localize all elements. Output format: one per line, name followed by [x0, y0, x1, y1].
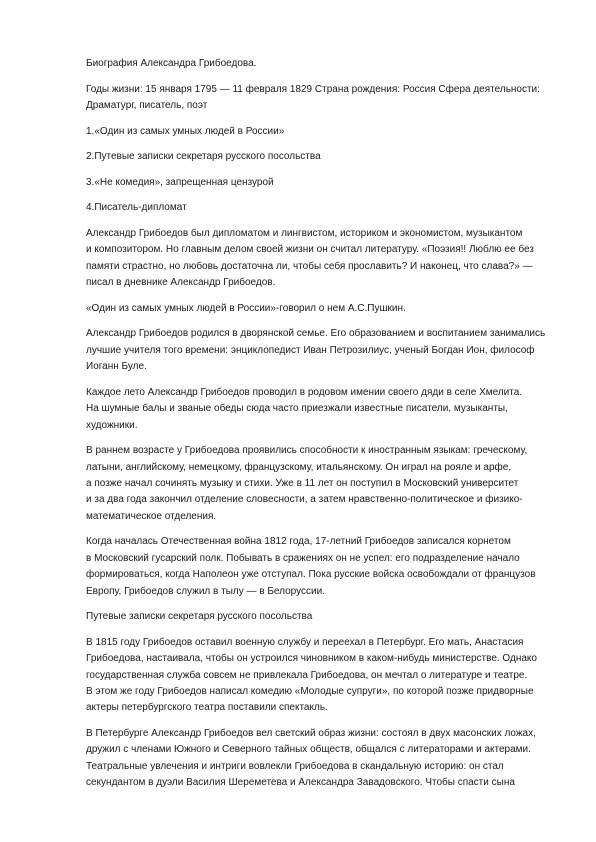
text-line: писал в дневнике Александр Грибоедов. [86, 277, 276, 289]
text-line: «Один из самых умных людей в России»-говорил о нем А.С.Пушкин. [86, 302, 406, 314]
text-line: секундантом в дуэли Василия Шереметева и Александра Завадовского. Чтобы спасти сына [86, 777, 515, 789]
text-line: формироваться, когда Наполеон уже отступал. Пока русские войска освобождали от французов [86, 569, 536, 581]
text-line: и композитором. Но главным делом своей жизни он считал литературу. «Поэзия!! Люблю ее без [86, 244, 534, 256]
document-body [86, 56, 544, 801]
body-paragraph [86, 385, 544, 434]
toc-item [86, 124, 544, 140]
body-paragraph [86, 635, 544, 717]
text-line: В этом же году Грибоедов написал комедию «Молодые супруги», по которой позже придворные [86, 686, 534, 698]
body-paragraph [86, 301, 544, 317]
text-line: В Петербурге Александр Грибоедов вел светский образ жизни: состоял в двух масонских ложах, [86, 728, 536, 740]
text-line: Грибоедова, настаивала, чтобы он устроился чиновником в каком-нибудь министерстве. Однако [86, 653, 537, 665]
section-heading-label: Путевые записки секретаря русского посольства [86, 611, 313, 623]
text-line: Александр Грибоедов был дипломатом и лингвистом, историком и экономистом, музыкантом [86, 227, 523, 239]
toc-item-label: 4.Писатель-дипломат [86, 202, 187, 214]
text-line: в Московский гусарский полк. Побывать в сражениях он не успел: его подразделение начало [86, 552, 520, 564]
body-paragraph [86, 443, 544, 525]
text-line: Европу, Грибоедов служил в тылу — в Белоруссии. [86, 585, 325, 597]
toc-item-label: 1.«Один из самых умных людей в России» [86, 125, 285, 137]
title-line: Биография Александра Грибоедова. [86, 58, 257, 69]
text-line: Годы жизни: 15 января 1795 — 11 февраля 1829 Страна рождения: Россия Сфера деятельности: [86, 83, 540, 95]
text-line: В 1815 году Грибоедов оставил военную службу и переехал в Петербург. Его мать, Анастасия [86, 636, 524, 648]
document-title [86, 56, 544, 72]
body-paragraph [86, 726, 544, 792]
toc-item [86, 149, 544, 165]
text-line: государственная служба совсем не привлекала Грибоедова, он мечтал о литературе и театре. [86, 669, 528, 681]
section-heading [86, 609, 544, 625]
text-line: а позже начал сочинять музыку и стихи. Уже в 11 лет он поступил в Московский университет [86, 478, 519, 489]
text-line: В раннем возрасте у Грибоедова проявились способности к иностранным языкам: греческому, [86, 445, 528, 457]
text-line: На шумные балы и званые обеды сюда часто приезжали известные писатели, музыканты, [86, 403, 508, 415]
toc-item [86, 175, 544, 191]
text-line: и за два года закончил отделение словесности, а затем нравственно-политическое и физико- [86, 494, 523, 506]
text-line: Драматург, писатель, поэт [86, 100, 208, 111]
body-paragraph [86, 326, 544, 375]
text-line: Иоганн Буле. [86, 361, 147, 373]
text-line: художники. [86, 419, 138, 431]
text-line: Александр Грибоедов родился в дворянской семье. Его образованием и воспитанием занимались [86, 328, 546, 340]
body-paragraph [86, 534, 544, 600]
text-line: памяти страстно, но любовь достаточна ли, чтобы себя прославить? И наконец, что слава?» — [86, 260, 533, 272]
toc-item [86, 200, 544, 216]
toc-item-label: 2.Путевые записки секретаря русского посольства [86, 151, 321, 163]
text-line: математическое отделения. [86, 510, 217, 522]
text-line: актеры петербургского театра поставили спектакль. [86, 702, 328, 714]
text-line: лучшие учителя того времени: энциклопедист Иван Петрозилиус, ученый Богдан Ион, философ [86, 344, 535, 356]
life-info-paragraph [86, 82, 544, 115]
toc-item-label: 3.«Не комедия», запрещенная цензурой [86, 176, 274, 188]
text-line: Когда началась Отечественная война 1812 года, 17-летний Грибоедов записался корнетом [86, 536, 511, 548]
text-line: Театральные увлечения и интриги вовлекли Грибоедова в скандальную историю: он стал [86, 760, 504, 772]
text-line: Каждое лето Александр Грибоедов проводил в родовом имении своего дяди в селе Хмелита. [86, 386, 523, 398]
text-line: дружил с членами Южного и Северного тайных обществ, общался с литераторами и актерами. [86, 744, 531, 756]
text-line: латыни, английскому, немецкому, французскому, итальянскому. Он играл на рояле и арфе, [86, 461, 512, 473]
body-paragraph [86, 226, 544, 292]
